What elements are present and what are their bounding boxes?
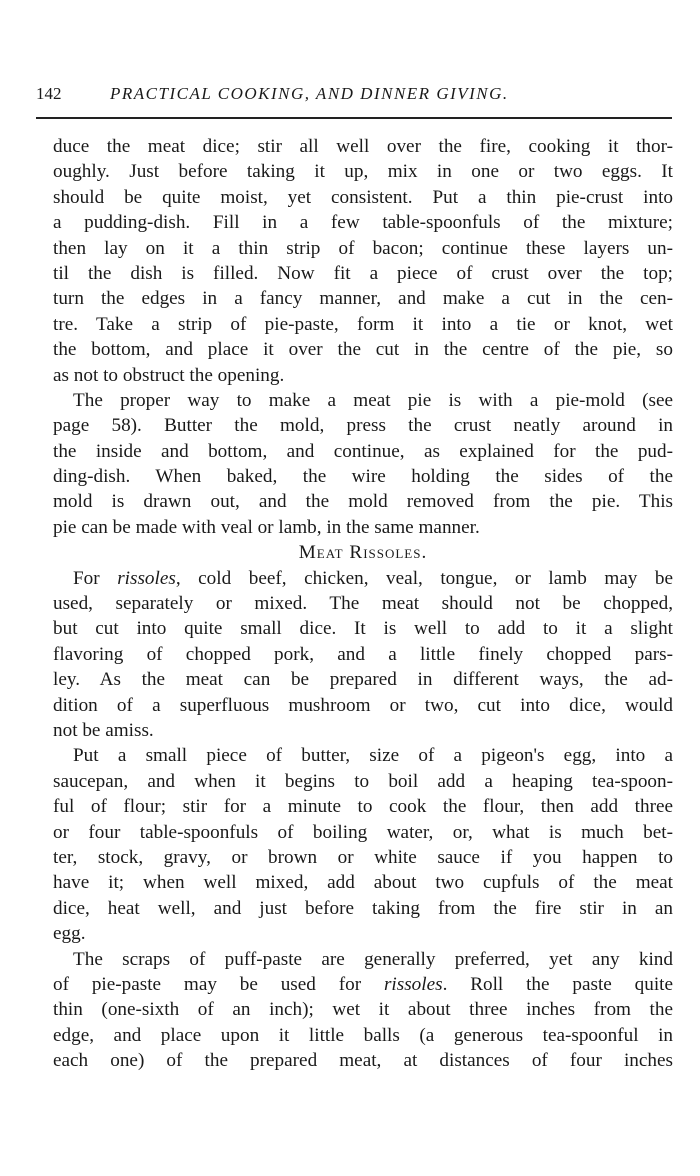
text-line: til the dish is filled. Now fit a piece of crust over the top; <box>53 262 673 284</box>
text-line: oughly. Just before taking it up, mix in one or two eggs. It <box>53 161 673 183</box>
text-line: used, separately or mixed. The meat should not be chopped, <box>53 593 673 615</box>
text-line: should be quite moist, yet consistent. Put a thin pie-crust into <box>53 186 673 208</box>
text-line: ter, stock, gravy, or brown or white sauce if you happen to <box>53 846 673 868</box>
text-line: ding-dish. When baked, the wire holding the sides of the <box>53 466 673 488</box>
text-line: page 58). Butter the mold, press the crust neatly around in <box>53 415 673 437</box>
text-line: duce the meat dice; stir all well over the fire, cooking it thor- <box>53 136 673 157</box>
text-line: pie can be made with veal or lamb, in the same manner. <box>53 516 480 538</box>
text-line: not be amiss. <box>53 719 154 741</box>
text-line: turn the edges in a fancy manner, and make a cut in the cen- <box>53 288 673 310</box>
text-line: edge, and place upon it little balls (a generous tea-spoonful in <box>53 1024 673 1046</box>
text-line: Put a small piece of butter, size of a pigeon's egg, into a <box>73 745 673 767</box>
text-line: as not to obstruct the opening. <box>53 364 285 386</box>
text-line: of pie-paste may be used for rissoles. Roll the paste quite <box>53 973 673 995</box>
text-line: the bottom, and place it over the cut in the centre of the pie, so <box>53 339 673 361</box>
running-header <box>36 84 670 110</box>
text-line: dice, heat well, and just before taking from the fire stir in an <box>53 897 673 919</box>
running-title: PRACTICAL COOKING, AND DINNER GIVING. <box>110 84 509 103</box>
header-rule <box>36 117 672 119</box>
text-line: or four table-spoonfuls of boiling water, or, what is much bet- <box>53 821 673 843</box>
text-line: mold is drawn out, and the mold removed from the pie. This <box>53 491 673 513</box>
page-number: 142 <box>36 84 62 103</box>
page-body <box>53 134 673 1073</box>
text-line: have it; when well mixed, add about two cupfuls of the meat <box>53 872 673 894</box>
text-line: a pudding-dish. Fill in a few table-spoonfuls of the mixture; <box>53 212 673 234</box>
text-line: each one) of the prepared meat, at distances of four inches <box>53 1050 673 1072</box>
text-line: For rissoles, cold beef, chicken, veal, tongue, or lamb may be <box>73 567 673 589</box>
text-line: flavoring of chopped pork, and a little finely chopped pars- <box>53 643 673 665</box>
text-line: the inside and bottom, and continue, as explained for the pud- <box>53 440 673 462</box>
text-line: dition of a superfluous mushroom or two, cut into dice, would <box>53 694 673 716</box>
text-line: The proper way to make a meat pie is with a pie-mold (see <box>73 389 673 411</box>
text-line: The scraps of puff-paste are generally preferred, yet any kind <box>73 948 673 970</box>
text-line: egg. <box>53 923 86 945</box>
text-line: saucepan, and when it begins to boil add a heaping tea-spoon- <box>53 770 673 792</box>
text-line: ful of flour; stir for a minute to cook the flour, then add three <box>53 796 673 818</box>
text-line: but cut into quite small dice. It is well to add to it a slight <box>53 618 673 640</box>
text-line: ley. As the meat can be prepared in different ways, the ad- <box>53 669 673 691</box>
section-heading: Meat Rissoles. <box>298 542 428 564</box>
text-line: tre. Take a strip of pie-paste, form it into a tie or knot, wet <box>53 313 673 335</box>
text-line: then lay on it a thin strip of bacon; continue these layers un- <box>53 237 673 259</box>
text-line: thin (one-sixth of an inch); wet it about three inches from the <box>53 999 673 1021</box>
